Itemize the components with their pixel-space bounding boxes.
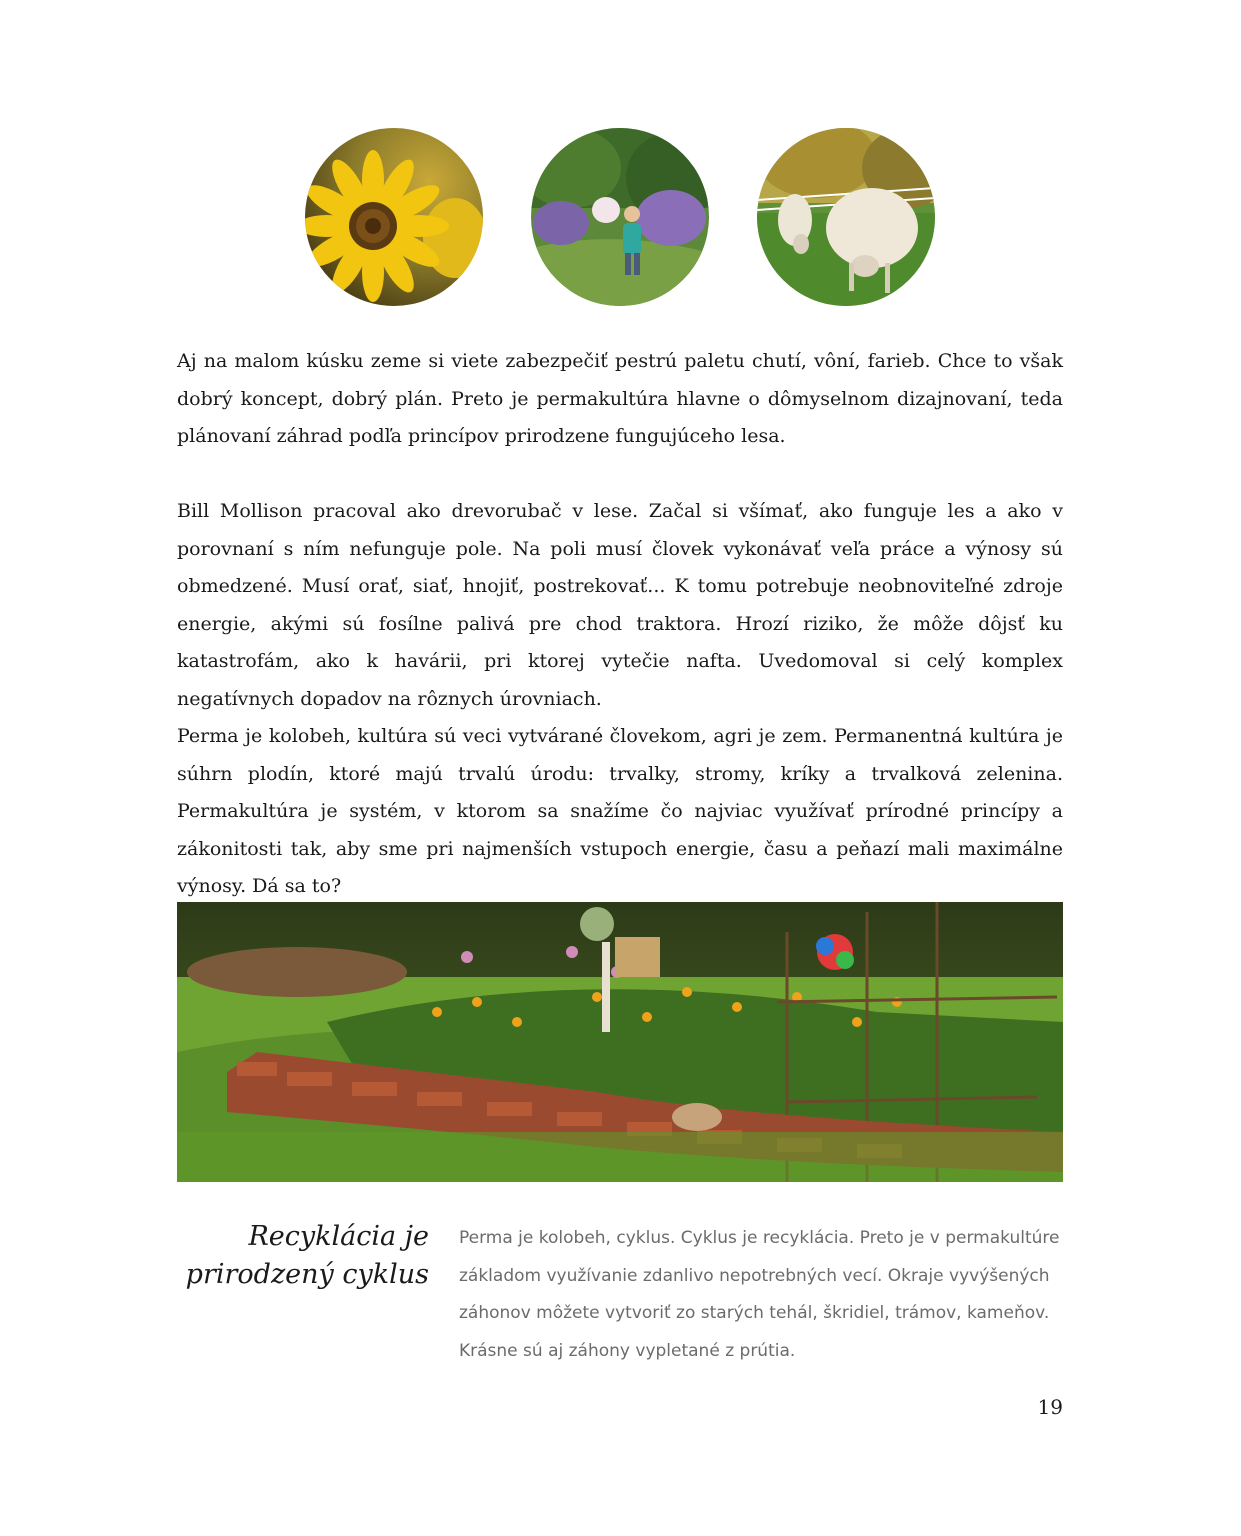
permaculture-definition-paragraph: Perma je kolobeh, kultúra sú veci vytvárané človekom, agri je zem. Permanentná kultúra je súhrn plodín, ktoré majú trvalú úrodu: trvalky, stromy, kríky a trvalková zelenina. Permakultúra je systém, v ktorom sa snažíme čo najviac využívať prírodné princípy a zákonitosti tak, aby sme pri najmenších vstupoch energie, času a peňazí mali maximálne výnosy. Dá sa to?: [177, 725, 1063, 897]
mollison-paragraph: Bill Mollison pracoval ako drevorubač v lese. Začal si všímať, ako funguje les a ako v porovnaní s ním nefunguje pole. Na poli musí človek vykonávať veľa práce a výnosy sú obmedzené. Musí orať, siať, hnojiť, postrekovať... K tomu potrebuje neobnoviteľné zdroje energie, akými sú fosílne palivá pre chod traktora. Hrozí riziko, že môže dôjsť ku katastrofám, ako k havárii, pri ktorej vytečie nafta. Uvedomoval si celý komplex negatívnych dopadov na rôznych úrovniach.: [177, 500, 1063, 710]
raised-garden-bed-photo: [177, 902, 1063, 1182]
sunflower-photo: [305, 128, 483, 306]
intro-paragraph: Aj na malom kúsku zeme si viete zabezpečiť pestrú paletu chutí, vôní, farieb. Chce to však dobrý koncept, dobrý plán. Preto je permakultúra hlavne o dômyselnom dizajnovaní, teda plánovaní záhrad podľa princípov prirodzene fungujúceho lesa.: [177, 350, 1063, 447]
sidebar-heading-line-1: Recyklácia je: [248, 1221, 429, 1252]
sidebar-heading: [177, 1218, 429, 1294]
page-number: 19: [1037, 1395, 1063, 1419]
grazing-sheep-photo: [757, 128, 935, 306]
child-in-garden-photo: [531, 128, 709, 306]
sidebar-heading-line-2: prirodzený cyklus: [185, 1259, 429, 1290]
sidebar-text: Perma je kolobeh, cyklus. Cyklus je recyklácia. Preto je v permakultúre základom využívanie zdanlivo nepotrebných vecí. Okraje vyvýšených záhonov môžete vytvoriť zo starých tehál, škridiel, trámov, kameňov. Krásne sú aj záhony vypletané z prútia.: [459, 1228, 1060, 1361]
